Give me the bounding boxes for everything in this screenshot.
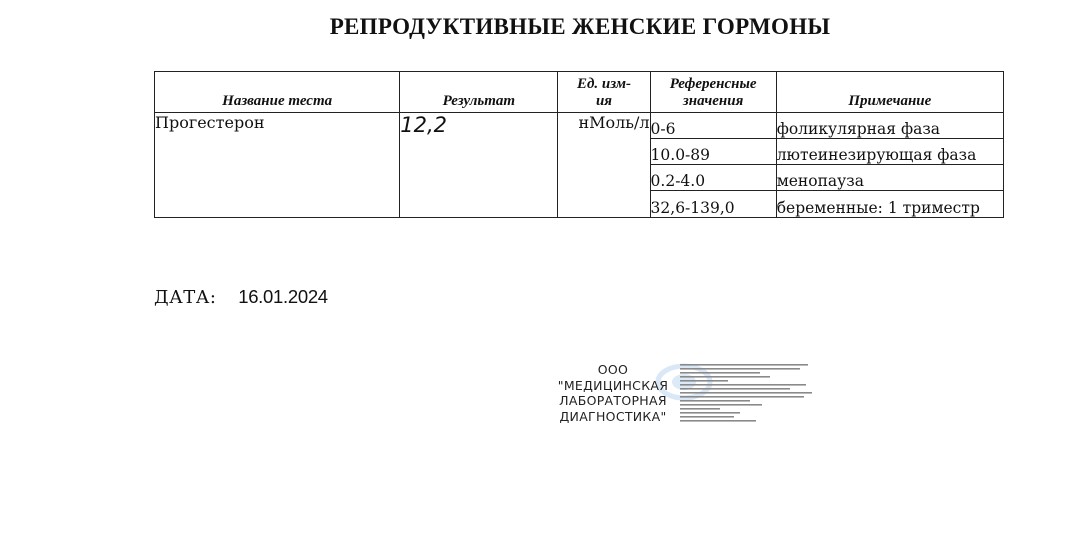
lab-stamp-text [548, 362, 678, 424]
stamp-fine-print [678, 362, 818, 424]
reference-note-cell: беременные: 1 триместр [776, 191, 1003, 218]
test-result-cell: 12,2 [400, 113, 558, 218]
reference-note-cell: лютеинезирующая фаза [776, 139, 1003, 165]
reference-note-cell: фоликулярная фаза [776, 113, 1003, 139]
test-name-cell: Прогестерон [155, 113, 400, 218]
reference-note-cell: менопауза [776, 165, 1003, 191]
lab-stamp [548, 360, 818, 426]
date-label: ДАТА: [154, 287, 217, 308]
stamp-line-4: ДИАГНОСТИКА" [559, 408, 667, 424]
header-reference-line2: значения [682, 93, 744, 109]
header-unit-line1: Ед. изм- [576, 76, 632, 92]
date-row [154, 286, 328, 308]
results-table [154, 71, 1004, 218]
header-result: Результат [400, 72, 558, 113]
table-row [155, 113, 1004, 139]
header-unit-line2: ия [595, 93, 613, 109]
header-test-name: Название теста [155, 72, 400, 113]
stamp-line-1: ООО [597, 362, 629, 377]
reference-range-cell: 10.0-89 [650, 139, 776, 165]
header-unit [558, 72, 650, 113]
stamp-line-2: "МЕДИЦИНСКАЯ [557, 377, 669, 393]
header-reference-line1: Референсные [669, 76, 757, 92]
document-title: РЕПРОДУКТИВНЫЕ ЖЕНСКИЕ ГОРМОНЫ [329, 14, 831, 39]
test-unit-cell: нМоль/л [558, 113, 650, 218]
stamp-line-3: ЛАБОРАТОРНАЯ [559, 393, 667, 408]
header-note: Примечание [776, 72, 1003, 113]
reference-range-cell: 0.2-4.0 [650, 165, 776, 191]
reference-range-cell: 32,6-139,0 [650, 191, 776, 218]
date-value: 16.01.2024 [238, 286, 328, 307]
reference-range-cell: 0-6 [650, 113, 776, 139]
header-reference [650, 72, 776, 113]
table-header-row [155, 72, 1004, 113]
